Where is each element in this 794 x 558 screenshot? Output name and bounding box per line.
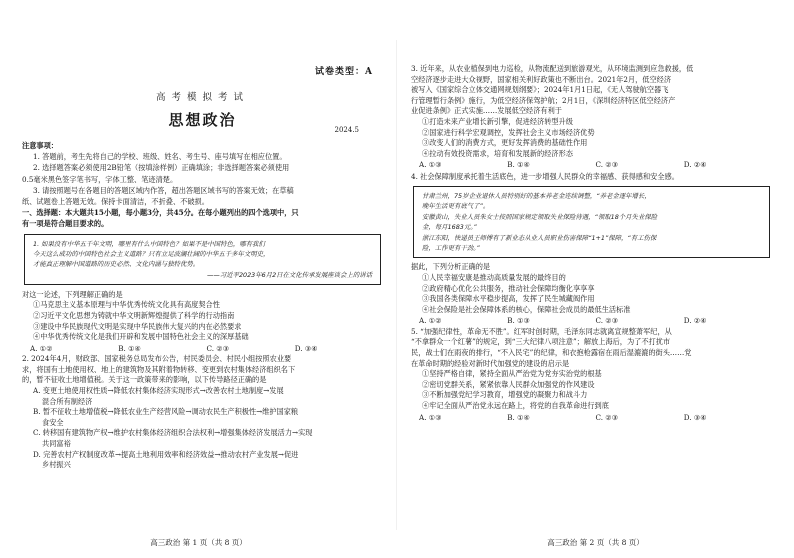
q2-option-a-cont: 混合所有制经济 xyxy=(42,396,93,406)
q1-options xyxy=(22,343,383,354)
q4-options xyxy=(411,315,772,326)
q4-stem: 4. 社会保障制度承托着生活底色，进一步增强人民群众的幸福感、获得感和安全感。 xyxy=(411,171,679,181)
section-heading: 有一项是符合题目要求的。 xyxy=(22,219,109,229)
q1-item: ①马克思主义基本原理与中华优秀传统文化具有高度契合性 xyxy=(33,300,220,310)
q2-option-d-cont: 乡村振兴 xyxy=(42,460,71,470)
q3-item: ④拉动有效投资需求，培育和发展新的经济形态 xyxy=(422,148,573,158)
q3-stem: 业促进条例》正式实施……发展低空经济有利于 xyxy=(411,106,562,116)
q5-item: ①坚持严格自律，紧持全面从严治党为党夯实治党的根基 xyxy=(422,369,602,379)
q5-stem: “不拿群众一个红薯”的规定，到“三大纪律八项注意”；解放上海后，为了不打扰市 xyxy=(411,337,671,347)
q5-option-c[interactable]: C. ②③ xyxy=(595,412,619,422)
q1-option-b[interactable]: B. ①④ xyxy=(118,343,141,353)
q4-material-line: 险，工作更有干劲。” xyxy=(422,243,480,252)
paper-type: 试卷类型：A xyxy=(315,67,373,77)
q3-option-a[interactable]: A. ①③ xyxy=(419,160,442,170)
q1-item: ③建设中华民族现代文明是实现中华民族伟大复兴的内在必然要求 xyxy=(33,321,242,331)
q3-item: ③改变人们的消费方式，更好发挥消费的基础性作用 xyxy=(422,138,588,148)
section-heading: 一、选择题：本大题共15小题，每小题3分，共45分。在每小题列出的四个选项中，只 xyxy=(22,208,299,218)
q3-item: ①打造未来产业增长新引擎，促进经济转型升级 xyxy=(422,116,573,126)
q1-quote-source: ——习近平2023年6月2日在文化传承发展座谈会上的讲话 xyxy=(207,270,372,279)
page-2 xyxy=(397,0,794,558)
q1-option-d[interactable]: D. ③④ xyxy=(294,343,318,353)
notice-line: 1. 答题前，考生先将自己的学校、班级、姓名、考生号、座号填写在相应位置。 xyxy=(33,152,287,162)
q4-option-b[interactable]: B. ①③ xyxy=(507,316,530,326)
q3-option-b[interactable]: B. ①④ xyxy=(507,160,530,170)
q4-option-d[interactable]: D. ②④ xyxy=(683,316,707,326)
q4-material-line: 甘肃兰州，75岁企业退休人员特别好的基本养老金连续调整，“养老金逐年增长， xyxy=(422,191,651,200)
exam-date: 2024.5 xyxy=(334,126,359,134)
q4-material-box xyxy=(413,186,770,258)
q5-item: ②密切党群关系，紧紧依靠人民群众加强党的作风建设 xyxy=(422,379,595,389)
notice-line: 纸、试题卷上答题无效。保持卡面清洁，不折叠、不破损。 xyxy=(22,197,209,207)
q3-option-c[interactable]: C. ②③ xyxy=(595,160,619,170)
exam-name: 高考模拟考试 xyxy=(155,92,249,103)
q1-option-a[interactable]: A. ①② xyxy=(30,343,53,353)
q4-material-line: 安徽黄山，失业人员朱女士按照国家规定领取失业保险待遇，“领取18个月失业保险 xyxy=(422,212,658,221)
q5-options xyxy=(411,412,772,423)
q1-option-c[interactable]: C. ②③ xyxy=(206,343,230,353)
q2-option-c-cont: 共同富裕 xyxy=(42,438,71,448)
q5-option-a[interactable]: A. ①③ xyxy=(419,412,442,422)
q2-option-c[interactable]: C. 转移国有建筑物产权→维护农村集体经济组织合法权利→增强集体经济发展活力→实现 xyxy=(33,428,313,438)
q1-quote-box xyxy=(24,234,381,286)
q1-quote-line: 才能真正理解中国道路的历史必然、文化内涵与独特优势。 xyxy=(33,260,200,269)
notice-title: 注意事项： xyxy=(22,141,58,150)
q5-stem: 民，战士们在雨夜的排行，“不入民宅”的纪律，和衣抱枪露宿在雨后湿漉漉的街头……党 xyxy=(411,347,692,357)
q4-item: ②政府精心优化公共服务，推动社会保障均衡化享享享 xyxy=(422,283,595,293)
q1-quote-line: 今天这么成功的中国特色社会主义道路？只有立足波澜壮阔的中华五千多年文明史， xyxy=(33,250,270,259)
notice-line: 0.5毫米黑色签字笔书写，字体工整、笔迹清楚。 xyxy=(22,174,178,184)
q5-stem: 在革命时期的经验对新时代加强党的建设的启示是 xyxy=(411,358,570,368)
q4-item: ④社会保险是社会保障体系的核心，保障社会成员的最低生活标准 xyxy=(422,304,631,314)
q5-option-d[interactable]: D. ③④ xyxy=(683,412,707,422)
q1-item: ②习近平文化思想为铸就中华文明新辉煌提供了科学的行动指南 xyxy=(33,311,235,321)
page-footer: 高三政治 第 1 页（共 8 页） xyxy=(150,538,247,547)
q2-option-a[interactable]: A. 变更土地使用权性质→降低农村集体经济实现形式→改善农村土地制度→发展 xyxy=(33,386,284,396)
q4-material-line: 金，每月1683元。” xyxy=(422,223,477,232)
q4-stem-2: 据此，下列分析正确的是 xyxy=(411,262,491,272)
q4-item: ①人民幸福安康是推动高质量发展的最终目的 xyxy=(422,272,566,282)
q3-stem: 被写入《国家综合立体交通网规划纲要》；2024年1月1日起，《无人驾驶航空器飞 xyxy=(411,85,669,95)
q4-material-line: 浙江东阳，快递员王师傅有了新业态从业人员职业伤害保障“1+1”保障，“有工伤保 xyxy=(422,233,657,242)
q2-stem: 2. 2024年4月，财政部、国家税务总局发布公告，村民委员会、村民小组按照农业要 xyxy=(22,354,292,364)
q5-option-b[interactable]: B. ①④ xyxy=(507,412,530,422)
q5-stem: 5. “加强纪律性，革命无不胜”。红军时创时期，毛泽东同志就离宣规整萧军纪，从 xyxy=(411,326,672,336)
q3-options xyxy=(411,159,772,170)
notice-line: 2. 选择题答案必须使用2B铅笔（按填涂样例）正确填涂；非选择题答案必须使用 xyxy=(33,163,290,173)
q3-stem: 空经济逐步走进大众视野，国家相关利好政策也不断出台。2021年2月，低空经济 xyxy=(411,74,672,84)
q4-option-c[interactable]: C. ②③ xyxy=(595,316,619,326)
q1-item: ④中华优秀传统文化是我们开辟和发展中国特色社会主义的深厚基础 xyxy=(33,332,249,342)
q1-quote-line: 1. 如果没有中华五千年文明，哪里有什么中国特色？如果不是中国特色，哪有我们 xyxy=(33,239,265,248)
q5-item: ③不断加强党纪学习教育，增强党的凝聚力和战斗力 xyxy=(422,390,588,400)
q4-item: ③我国各类保障水平稳步提高，发挥了民生城藏阀作用 xyxy=(422,294,595,304)
q3-option-d[interactable]: D. ②④ xyxy=(683,160,707,170)
q2-stem: 求，将国有土地使用权、地上的建筑物及其附着物转移、变更到农村集体经济组织名下 xyxy=(22,364,296,374)
q4-material-line: 晚年生活更有底气了”。 xyxy=(422,202,490,211)
q2-stem: 的，暂不征收土地增值税。关于这一政策带来的影响，以下传导路径正确的是 xyxy=(22,375,267,385)
q4-option-a[interactable]: A. ①② xyxy=(419,316,442,326)
q5-item: ④牢记全面从严治党永远在路上，将党的自我革命进行到底 xyxy=(422,400,609,410)
q3-item: ②国家进行科学宏观调控，发挥社会主义市场经济优势 xyxy=(422,127,595,137)
notice-line: 3. 请按照题号在各题目的答题区域内作答，超出答题区域书写的答案无效；在草稿 xyxy=(33,185,294,195)
page-footer: 高三政治 第 2 页（共 8 页） xyxy=(547,538,644,547)
q3-stem: 行管理暂行条例》施行，为低空经济保驾护航；2月1日，《深圳经济特区低空经济产 xyxy=(411,95,676,105)
q2-option-b[interactable]: B. 暂不征收土地增值税→降低农业生产经营风险→调动农民生产积极性→维护国家粮 xyxy=(33,407,299,417)
q2-option-d[interactable]: D. 完善农村产权制度改革→提高土地利用效率和经济效益→推动农村产业发展→促进 xyxy=(33,449,299,459)
subject-title: 思想政治 xyxy=(168,111,237,129)
q2-option-b-cont: 食安全 xyxy=(42,417,64,427)
q1-stem: 对这一论述，下列理解正确的是 xyxy=(22,290,123,300)
q3-stem: 3. 近年来，从农业植保到电力巡检，从物流配送到旅游观光，从环境监测到应急救援，低 xyxy=(411,64,694,73)
